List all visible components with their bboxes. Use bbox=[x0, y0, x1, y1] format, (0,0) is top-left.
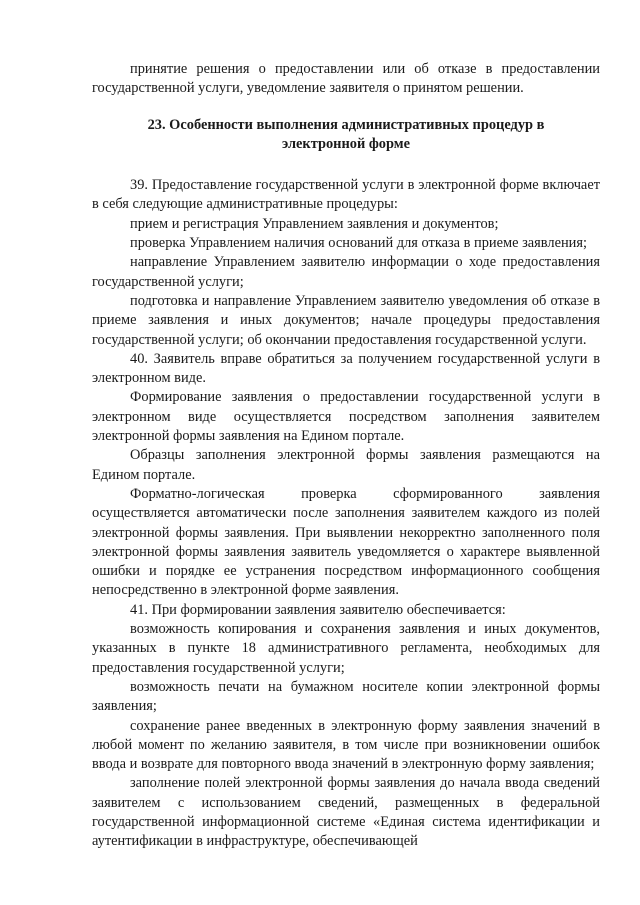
document-page bbox=[92, 60, 600, 852]
section-body bbox=[92, 176, 600, 851]
paragraph-41: 41. При формировании заявления заявителю обеспечивается: bbox=[130, 601, 506, 618]
list-item: возможность печати на бумажном носителе копии электронной формы заявления; bbox=[92, 678, 600, 715]
list-item: возможность копирования и сохранения заявления и иных документов, указанных в пункте 18 административного регламента, необходимых для предоставления государственной услуги; bbox=[92, 621, 600, 676]
section-heading: 23. Особенности выполнения административных процедур в электронной форме bbox=[147, 116, 545, 152]
paragraph-40: 40. Заявитель вправе обратиться за получением государственной услуги в электронном виде. bbox=[92, 350, 600, 387]
list-item: сохранение ранее введенных в электронную форму заявления значений в любой момент по желанию заявителя, в том числе при возникновении ошибок ввода и возврате для повторного ввода значений в электронную форму заявления; bbox=[92, 717, 600, 773]
paragraph: Образцы заполнения электронной формы заявления размещаются на Едином портале. bbox=[92, 447, 600, 483]
list-item: прием и регистрация Управлением заявления и документов; bbox=[130, 215, 499, 232]
intro-paragraph: принятие решения о предоставлении или об отказе в предоставлении государственной услуги, уведомление заявителя о принятом решении. bbox=[92, 61, 600, 97]
list-item: направление Управлением заявителю информации о ходе предоставления государственной услуги; bbox=[92, 254, 600, 290]
list-item: подготовка и направление Управлением заявителю уведомления об отказе в приеме заявления и иных документов; начале процедуры предоставления государственной услуги; об окончании предоставления государственной услуги. bbox=[92, 292, 600, 348]
paragraph: Форматно-логическая проверка сформированного заявления осуществляется автоматически после заполнения заявителем каждого из полей электронной формы заявления. При выявлении некорректно заполненного поля электронной формы заявления заявитель уведомляется о характере выявленной ошибки и порядке ее устранения посредством информационного сообщения непосредственно в электронной форме заявления. bbox=[92, 485, 600, 599]
paragraph-39: 39. Предоставление государственной услуги в электронной форме включает в себя следующие административные процедуры: bbox=[92, 177, 600, 213]
list-item: проверка Управлением наличия оснований для отказа в приеме заявления; bbox=[130, 235, 587, 252]
paragraph: Формирование заявления о предоставлении государственной услуги в электронном виде осуществляется посредством заполнения заявителем электронной формы заявления на Едином портале. bbox=[92, 389, 600, 445]
list-item: заполнение полей электронной формы заявления до начала ввода сведений заявителем с использованием сведений, размещенных в федеральной государственной информационной системе «Единая система идентификации и аутентификации в инфраструктуре, обеспечивающей bbox=[92, 775, 600, 850]
